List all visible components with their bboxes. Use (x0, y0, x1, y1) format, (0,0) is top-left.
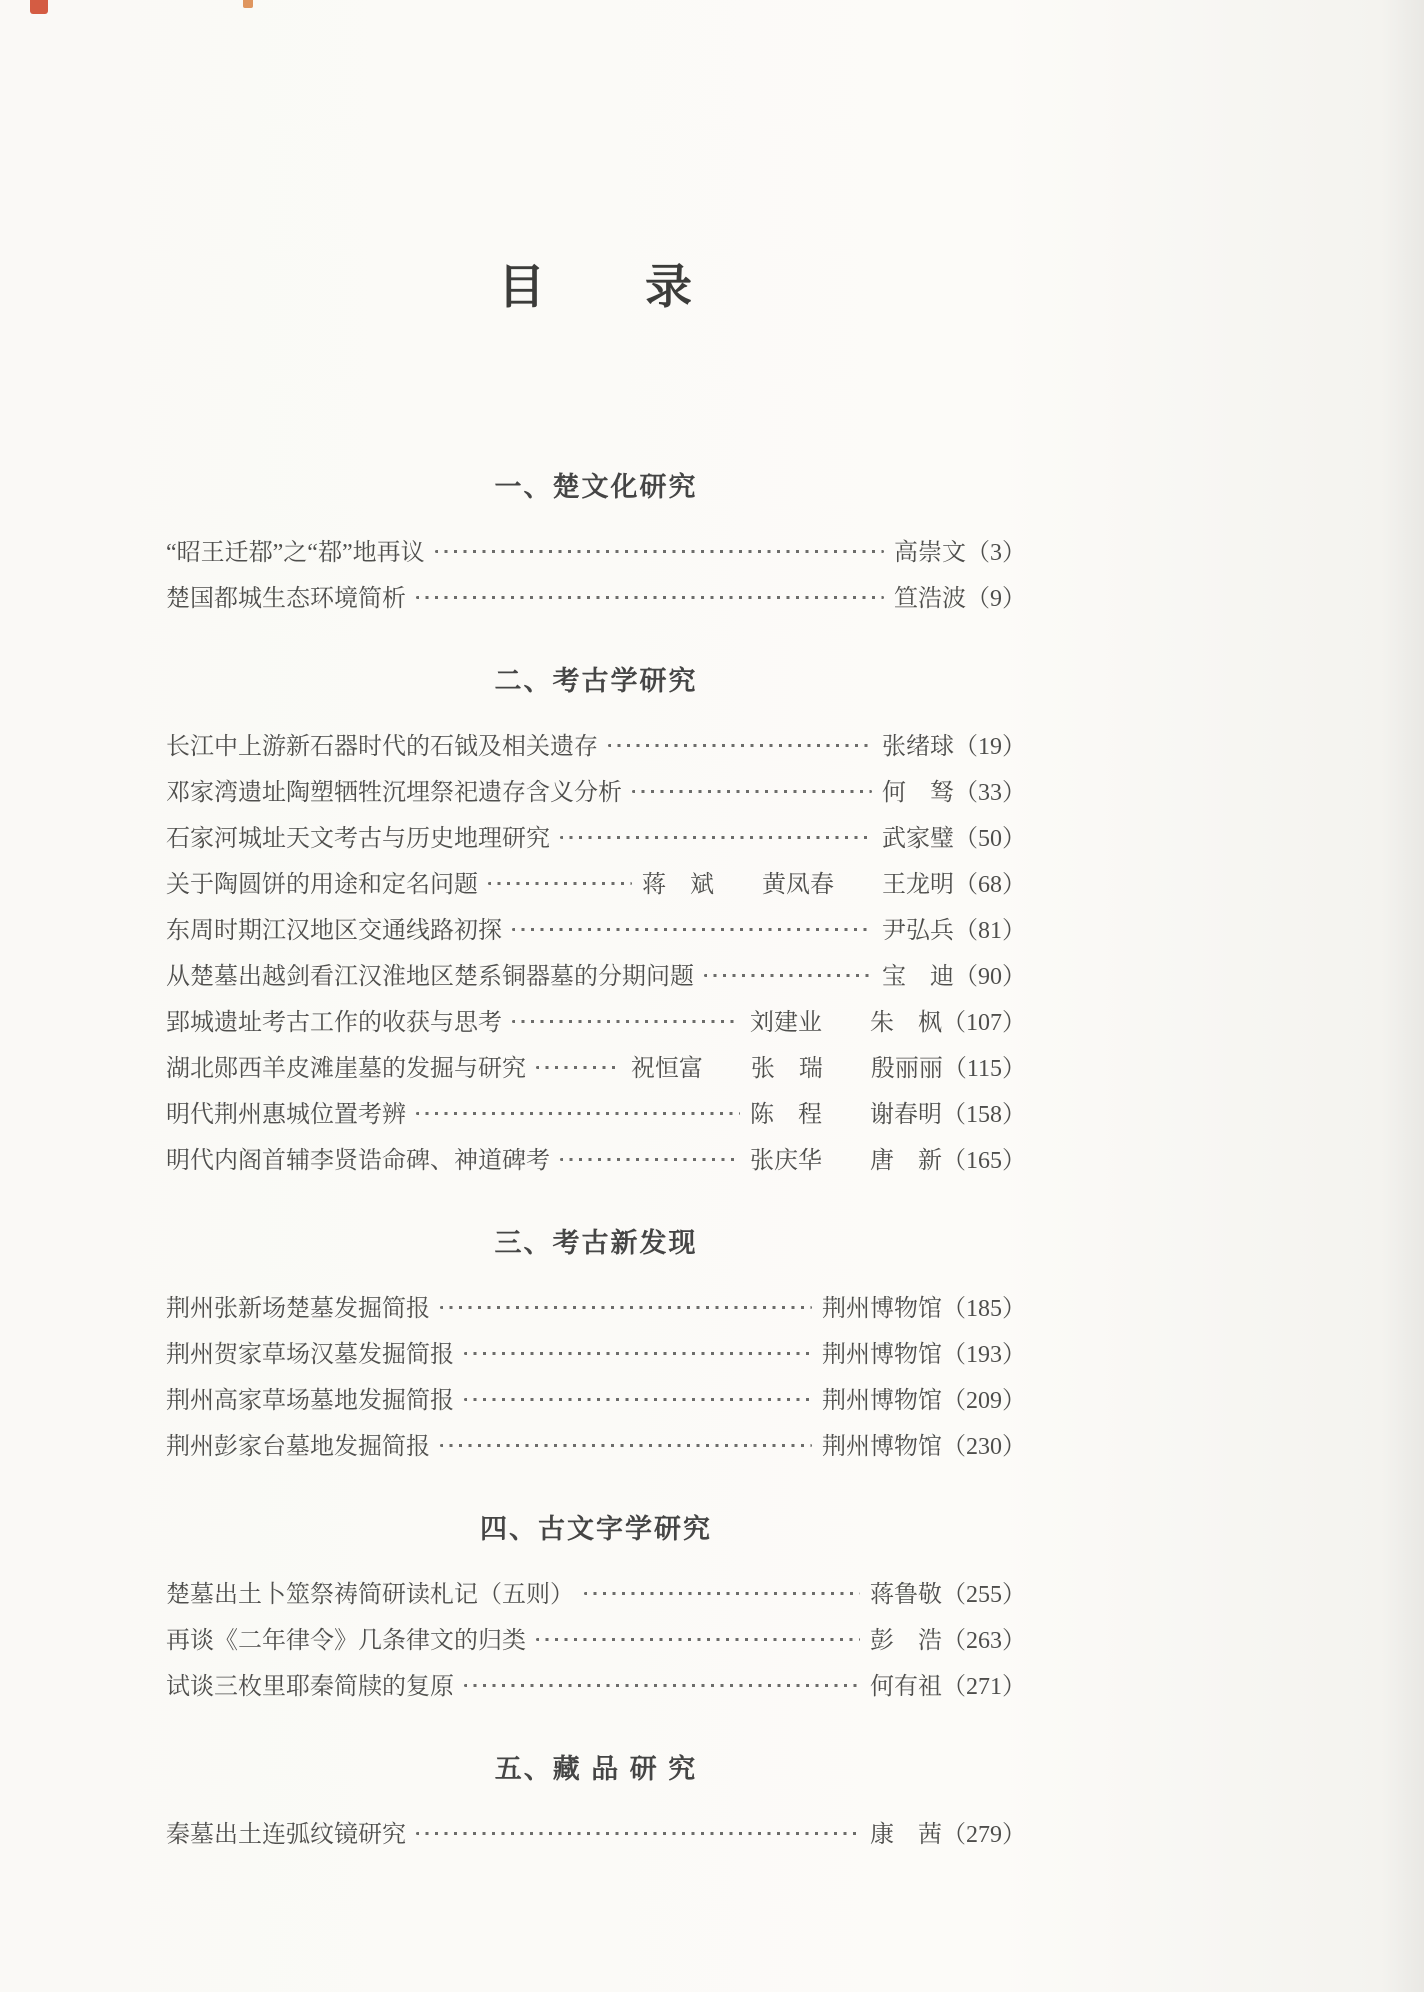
entry-authors-page: 彭 浩（263） (870, 1628, 1026, 1654)
toc-entry (166, 1002, 1026, 1048)
toc-entry (166, 1574, 1026, 1620)
entry-title: 再谈《二年律令》几条律文的归类 (166, 1628, 526, 1654)
toc-entry (166, 864, 1026, 910)
toc-entry (166, 772, 1026, 818)
toc-entry (166, 1334, 1026, 1380)
entry-authors-page: 宝 迪（90） (882, 964, 1026, 990)
entry-title: 东周时期江汉地区交通线路初探 (166, 918, 502, 944)
entry-authors-page: 笪浩波（9） (894, 586, 1026, 612)
dot-leader (464, 1398, 812, 1401)
dot-leader (512, 928, 872, 931)
toc-entry (166, 1140, 1026, 1186)
entry-title: 试谈三枚里耶秦简牍的复原 (166, 1674, 454, 1700)
section-heading: 一、楚文化研究 (494, 472, 698, 502)
entry-title: 楚国都城生态环境简析 (166, 586, 406, 612)
entry-title: 明代内阁首辅李贤诰命碑、神道碑考 (166, 1148, 550, 1174)
entry-title: “昭王迁鄀”之“鄀”地再议 (166, 540, 425, 566)
entry-authors-page: 康 茜（279） (870, 1822, 1026, 1848)
dot-leader (464, 1352, 812, 1355)
dot-leader (512, 1020, 740, 1023)
entry-authors-page: 武家璧（50） (882, 826, 1026, 852)
toc-entry (166, 532, 1026, 578)
entry-authors-page: 张庆华 唐 新（165） (750, 1148, 1026, 1174)
toc-entry (166, 578, 1026, 624)
toc-entry (166, 818, 1026, 864)
section-heading: 三、考古新发现 (494, 1228, 698, 1258)
entry-authors-page: 蒋鲁敬（255） (870, 1582, 1026, 1608)
dot-leader (440, 1306, 812, 1309)
entry-title: 长江中上游新石器时代的石钺及相关遗存 (166, 734, 598, 760)
entry-title: 楚墓出土卜筮祭祷简研读札记（五则） (166, 1582, 574, 1608)
entry-title: 明代荆州惠城位置考辨 (166, 1102, 406, 1128)
entry-authors-page: 荆州博物馆（185） (822, 1296, 1026, 1322)
entry-authors-page: 刘建业 朱 枫（107） (750, 1010, 1026, 1036)
toc-entry (166, 1426, 1026, 1472)
dot-leader (560, 1158, 740, 1161)
dot-leader (584, 1592, 860, 1595)
toc-section-paleography (166, 1512, 1026, 1712)
dot-leader (488, 882, 632, 885)
toc-entry (166, 1094, 1026, 1140)
entry-title: 从楚墓出越剑看江汉淮地区楚系铜器墓的分期问题 (166, 964, 694, 990)
entry-authors-page: 祝恒富 张 瑞 殷丽丽（115） (630, 1056, 1026, 1082)
entry-authors-page: 陈 程 谢春明（158） (750, 1102, 1026, 1128)
entry-title: 荆州高家草场墓地发掘简报 (166, 1388, 454, 1414)
toc-entry (166, 1288, 1026, 1334)
toc-entry (166, 1666, 1026, 1712)
toc-section-collections (166, 1752, 1026, 1860)
section-heading: 五、藏 品 研 究 (494, 1754, 698, 1784)
section-entries (166, 1814, 1026, 1860)
dot-leader (464, 1684, 860, 1687)
entry-authors-page: 何 驽（33） (882, 780, 1026, 806)
dot-leader (536, 1066, 621, 1069)
toc-content (166, 0, 1026, 1860)
dot-leader (416, 1832, 860, 1835)
dot-leader (608, 744, 872, 747)
entry-title: 荆州贺家草场汉墓发掘简报 (166, 1342, 454, 1368)
toc-section-new-discoveries (166, 1226, 1026, 1472)
section-entries (166, 1288, 1026, 1472)
entry-authors-page: 何有祖（271） (870, 1674, 1026, 1700)
section-heading: 二、考古学研究 (494, 666, 698, 696)
toc-section-chu-culture (166, 470, 1026, 624)
dot-leader (704, 974, 872, 977)
entry-title: 秦墓出土连弧纹镜研究 (166, 1822, 406, 1848)
entry-authors-page: 张绪球（19） (882, 734, 1026, 760)
toc-section-archaeology (166, 664, 1026, 1186)
entry-title: 湖北郧西羊皮滩崖墓的发掘与研究 (166, 1056, 526, 1082)
dot-leader (560, 836, 872, 839)
entry-title: 邓家湾遗址陶塑牺牲沉埋祭祀遗存含义分析 (166, 780, 622, 806)
entry-title: 郢城遗址考古工作的收获与思考 (166, 1010, 502, 1036)
entry-authors-page: 蒋 斌 黄凤春 王龙明（68） (642, 872, 1026, 898)
entry-authors-page: 荆州博物馆（230） (822, 1434, 1026, 1460)
section-heading: 四、古文字学研究 (480, 1514, 712, 1544)
page-title: 目 录 (498, 262, 694, 314)
toc-entry (166, 1380, 1026, 1426)
entry-authors-page: 尹弘兵（81） (882, 918, 1026, 944)
toc-entry (166, 726, 1026, 772)
section-entries (166, 1574, 1026, 1712)
toc-entry (166, 1048, 1026, 1094)
section-entries (166, 532, 1026, 624)
dot-leader (435, 550, 884, 553)
toc-entry (166, 1620, 1026, 1666)
dot-leader (416, 596, 884, 599)
entry-authors-page: 荆州博物馆（193） (822, 1342, 1026, 1368)
entry-title: 石家河城址天文考古与历史地理研究 (166, 826, 550, 852)
dot-leader (632, 790, 872, 793)
section-entries (166, 726, 1026, 1186)
toc-entry (166, 956, 1026, 1002)
entry-title: 荆州彭家台墓地发掘简报 (166, 1434, 430, 1460)
scan-artifact (30, 0, 48, 14)
entry-title: 关于陶圆饼的用途和定名问题 (166, 872, 478, 898)
dot-leader (536, 1638, 860, 1641)
toc-entry (166, 1814, 1026, 1860)
toc-entry (166, 910, 1026, 956)
dot-leader (440, 1444, 812, 1447)
entry-authors-page: 荆州博物馆（209） (822, 1388, 1026, 1414)
entry-authors-page: 高崇文（3） (894, 540, 1026, 566)
dot-leader (416, 1112, 740, 1115)
entry-title: 荆州张新场楚墓发掘简报 (166, 1296, 430, 1322)
